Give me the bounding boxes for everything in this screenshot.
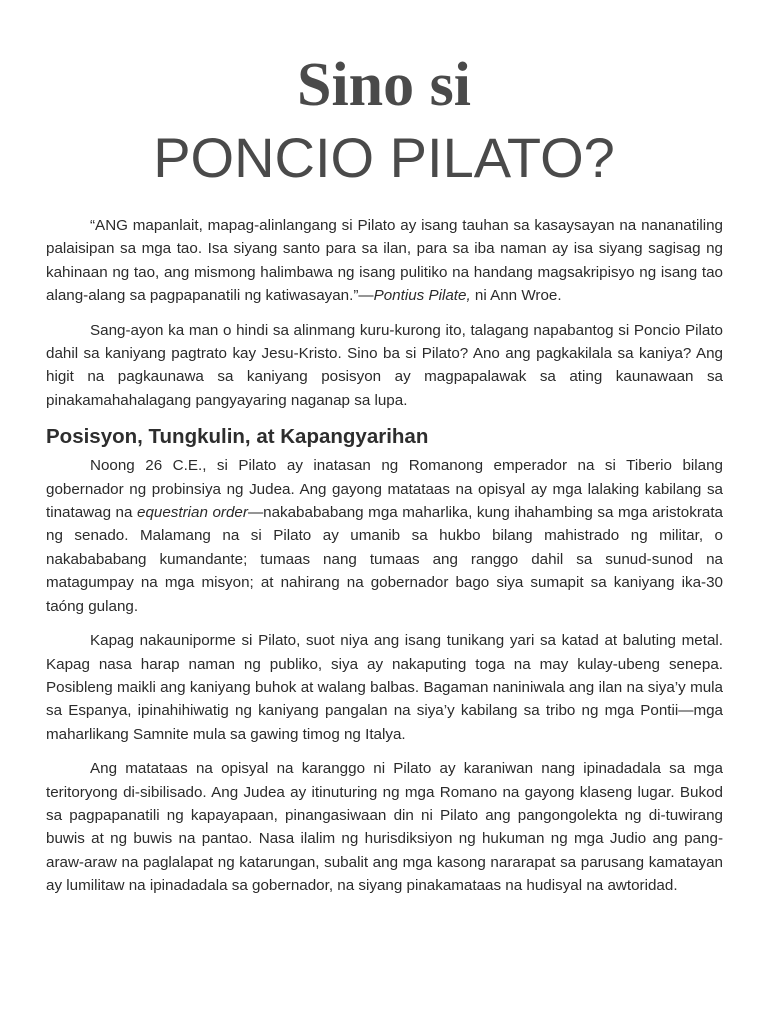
intro-paragraph-1 bbox=[46, 214, 723, 308]
article-body bbox=[46, 214, 723, 909]
title-line-1: Sino si bbox=[296, 51, 472, 119]
section-paragraph-1 bbox=[46, 454, 723, 618]
section-paragraph-1-text-b: —nakabababang mga maharlika, kung ihahambing sa mga aristokrata ng senado. Malamang na si Pilato ay umanib sa hukbo bilang mahistrado ng militar, o nakabababang kumandante; tumaas nang tumaas ang ranggo dahil sa sunud-sunod na matagumpay na mga misyon; at nahirang na gobernador bago siya sumapit sa kaniyang ika-30 taóng gulang. bbox=[46, 504, 723, 615]
intro-paragraph-2: Sang-ayon ka man o hindi sa alinmang kuru-kurong ito, talagang napabantog si Poncio Pilato dahil sa kaniyang pagtrato kay Jesu-Kristo. Sino ba si Pilato? Ano ang pagkakilala sa kaniya? Ang higit na pagkaunawa sa kaniyang posisyon ay magpapalawak sa ating kaunawaan sa pinakamahahalagang pangyayaring naganap sa lupa. bbox=[46, 321, 723, 409]
section-paragraph-2: Kapag nakauniporme si Pilato, suot niya ang isang tunikang yari sa katad at baluting metal. Kapag nasa harap naman ng publiko, siya ay nakaputing toga na may kulay-ubeng senepa. Posibleng maikli ang kaniyang buhok at walang balbas. Bagaman naniniwala ang ilan na siya’y mula sa Espanya, ipinahihiwatig ng kaniyang pangalan na siya’y kabilang sa tribo ng mga Pontii—mga maharlikang Samnite mula sa gawing timog ng Italya. bbox=[46, 632, 723, 743]
section-paragraph-1-italic-term: equestrian order bbox=[137, 504, 248, 522]
section-paragraph-1-text-a: Noong 26 C.E., si Pilato ay inatasan ng Romanong emperador na si Tiberio bilang gobernador ng probinsiya ng Judea. Ang gayong matataas na opisyal ay mga lalaking kabilang sa tinatawag na bbox=[46, 457, 723, 522]
section-paragraph-3: Ang matataas na opisyal na karanggo ni Pilato ay karaniwan nang ipinadadala sa mga teritoryong di-sibilisado. Ang Judea ay itinuturing ng mga Romano na gayong klaseng lugar. Bukod sa pagpapanatili ng kapayapaan, pinangasiwaan din ni Pilato ang pangongolekta ng di-tuwirang buwis at ng buwis na pantao. Nasa ilalim ng hurisdiksiyon ng hukuman ng mga Judio ang pang-araw-araw na paglalapat ng katarungan, subalit ang mga kasong nararapat sa parusang kamatayan ay lumilitaw na ipinadadala sa gobernador, na siyang pinakamataas na hudisyal na awtoridad. bbox=[46, 760, 723, 895]
intro-paragraph-1-book-title: Pontius Pilate, bbox=[373, 287, 471, 305]
title-line-2: PONCIO PILATO? bbox=[153, 126, 615, 189]
section-heading: Posisyon, Tungkulin, at Kapangyarihan bbox=[46, 425, 429, 449]
intro-paragraph-1-text: “ANG mapanlait, mapag-alinlangang si Pilato ay isang tauhan sa kasaysayan na nananatiling palaisipan sa mga tao. Isa siyang santo para sa ilan, para sa iba naman ay isa siyang sagisag ng kahinaan ng tao, ang mismong halimbawa ng isang pulitiko na handang magsakripisyo ng isang tao alang-alang sa pagpapanatili ng katiwasayan.”— bbox=[46, 217, 723, 305]
intro-paragraph-1-author: ni Ann Wroe. bbox=[470, 287, 562, 305]
